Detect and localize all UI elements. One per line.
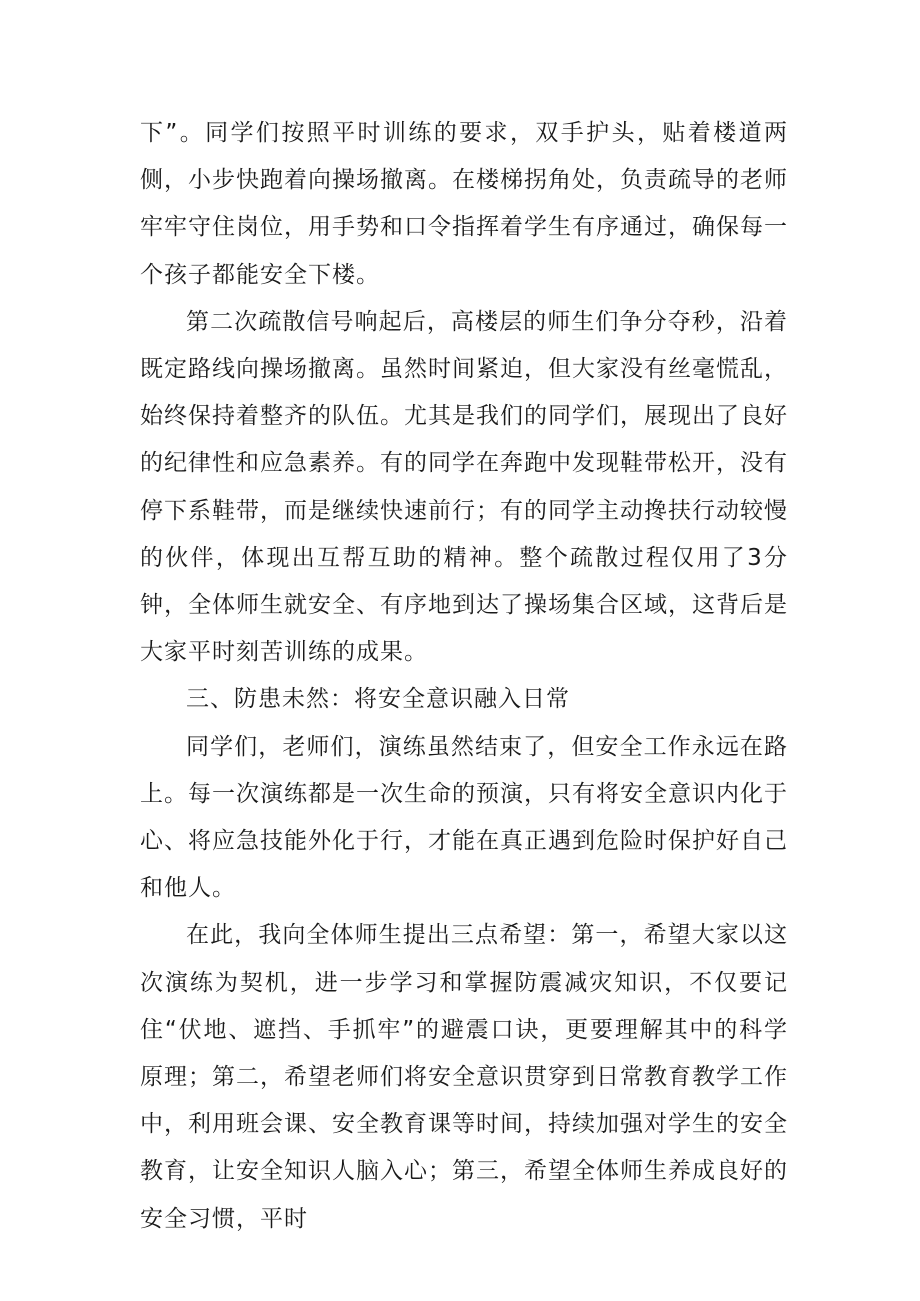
paragraph-second-evacuation: 第二次疏散信号响起后，高楼层的师生们争分夺秒，沿着既定路线向操场撤离。虽然时间紧迫，但大家没有丝毫慌乱，始终保持着整齐的队伍。尤其是我们的同学们，展现出了良好的纪律性和应急素养。有的同学在奔跑中发现鞋带松开，没有停下系鞋带，而是继续快速前行；有的同学主动搀扶行动较慢的伙伴，体现出互帮互助的精神。整个疏散过程仅用了3分钟，全体师生就安全、有序地到达了操场集合区域，这背后是大家平时刻苦训练的成果。	[140, 308, 788, 666]
document-body	[140, 110, 788, 1243]
paragraph-evacuation-stairs: 下”。同学们按照平时训练的要求，双手护头，贴着楼道两侧，小步快跑着向操场撤离。在楼梯拐角处，负责疏导的老师牢牢守住岗位，用手势和口令指挥着学生有序通过，确保每一个孩子都能安全下楼。	[140, 120, 788, 288]
section-heading: 三、防患未然：将安全意识融入日常	[186, 686, 570, 713]
paragraph-safety-ongoing: 同学们，老师们，演练虽然结束了，但安全工作永远在路上。每一次演练都是一次生命的预演，只有将安全意识内化于心、将应急技能外化于行，才能在真正遇到危险时保护好自己和他人。	[140, 733, 788, 902]
paragraph-three-hopes: 在此，我向全体师生提出三点希望：第一，希望大家以这次演练为契机，进一步学习和掌握防震减灾知识，不仅要记住“伏地、遮挡、手抓牢”的避震口诀，更要理解其中的科学原理；第二，希望老师们将安全意识贯穿到日常教育教学工作中，利用班会课、安全教育课等时间，持续加强对学生的安全教育，让安全知识人脑入心；第三，希望全体师生养成良好的安全习惯，平时	[140, 922, 788, 1232]
